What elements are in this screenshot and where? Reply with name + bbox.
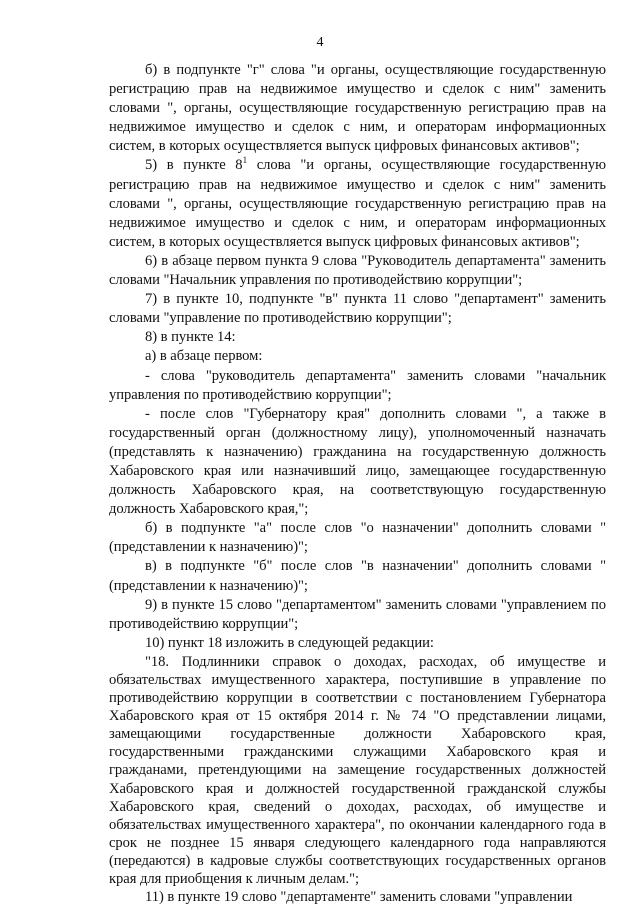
paragraph-8b: б) в подпункте "а" после слов "о назначении" дополнить словами "(представлении к назначению)";: [109, 520, 606, 556]
paragraph-9: 9) в пункте 15 слово "департаментом" заменить словами "управлением по противодействию коррупции";: [109, 596, 606, 632]
paragraph-5: [109, 156, 606, 251]
paragraph-11: 11) в пункте 19 слово "департаменте" заменить словами "управлении: [145, 889, 573, 906]
document-body: [109, 61, 606, 907]
paragraph-18-quote: "18. Подлинники справок о доходах, расходах, об имуществе и обязательствах имущественного характера, поступившие в управление по противодействию коррупции в соответствии с постановлением Губернатора Хабаровского края от 15 октября 2014 г. № 74 "О представлении лицами, замещающими государственные должности Хабаровского края, государственными гражданскими служащими Хабаровского края и гражданами, претендующими на замещение государственных должностей Хабаровского края и должностей государственной гражданской службы Хабаровского края, сведений о доходах, расходах, об имуществе и обязательствах имущественного характера", по окончании календарного года в срок не позднее 15 января следующего календарного года направляются (передаются) в кадровые службы соответствующих государственных органов края для приобщения к личным делам.";: [109, 653, 606, 888]
page-number: 4: [316, 35, 324, 50]
paragraph-10: 10) пункт 18 изложить в следующей редакции:: [145, 634, 434, 651]
paragraph-7: 7) в пункте 10, подпункте "в" пункта 11 слово "департамент" заменить словами "управление по противодействию коррупции";: [109, 291, 606, 327]
paragraph-4b: б) в подпункте "г" слова "и органы, осуществляющие государственную регистрацию прав на недвижимое имущество и сделок с ним" заменить словами ", органы, осуществляющие государственную регистрацию прав на недвижимое имущество и сделок с ним, и операторам информационных систем, в которых осуществляется выпуск цифровых финансовых активов";: [109, 62, 606, 155]
paragraph-5-lead: 5) в пункте 8: [145, 157, 243, 174]
paragraph-5-superscript: 1: [242, 155, 248, 166]
paragraph-6: 6) в абзаце первом пункта 9 слова "Руководитель департамента" заменить словами "Начальник управления по противодействию коррупции";: [109, 252, 606, 289]
paragraph-8a: а) в абзаце первом:: [145, 348, 263, 365]
paragraph-8a-dash-1: - слова "руководитель департамента" заменить словами "начальник управления по противодействию коррупции";: [109, 367, 606, 403]
paragraph-8c: в) в подпункте "б" после слов "в назначении" дополнить словами "(представлении к назначению)";: [109, 558, 606, 594]
paragraph-8: 8) в пункте 14:: [145, 329, 236, 346]
paragraph-5-text: слова "и органы, осуществляющие государственную регистрацию прав на недвижимое имущество и сделок с ним" заменить словами ", органы, осуществляющие государственную регистрацию прав на недвижимое имущество и сделок с ним, и операторам информационных систем, в которых осуществляется выпуск цифровых финансовых активов";: [109, 157, 606, 250]
paragraph-8a-dash-2: - после слов "Губернатору края" дополнить словами ", а также в государственный орган (должностному лицу), уполномоченный назначать (представлять к назначению) гражданина на государственную должность Хабаровского края или назначивший лицо, замещающее государственную должность Хабаровского края, на соответствующую государственную должность Хабаровского края,";: [109, 405, 606, 518]
